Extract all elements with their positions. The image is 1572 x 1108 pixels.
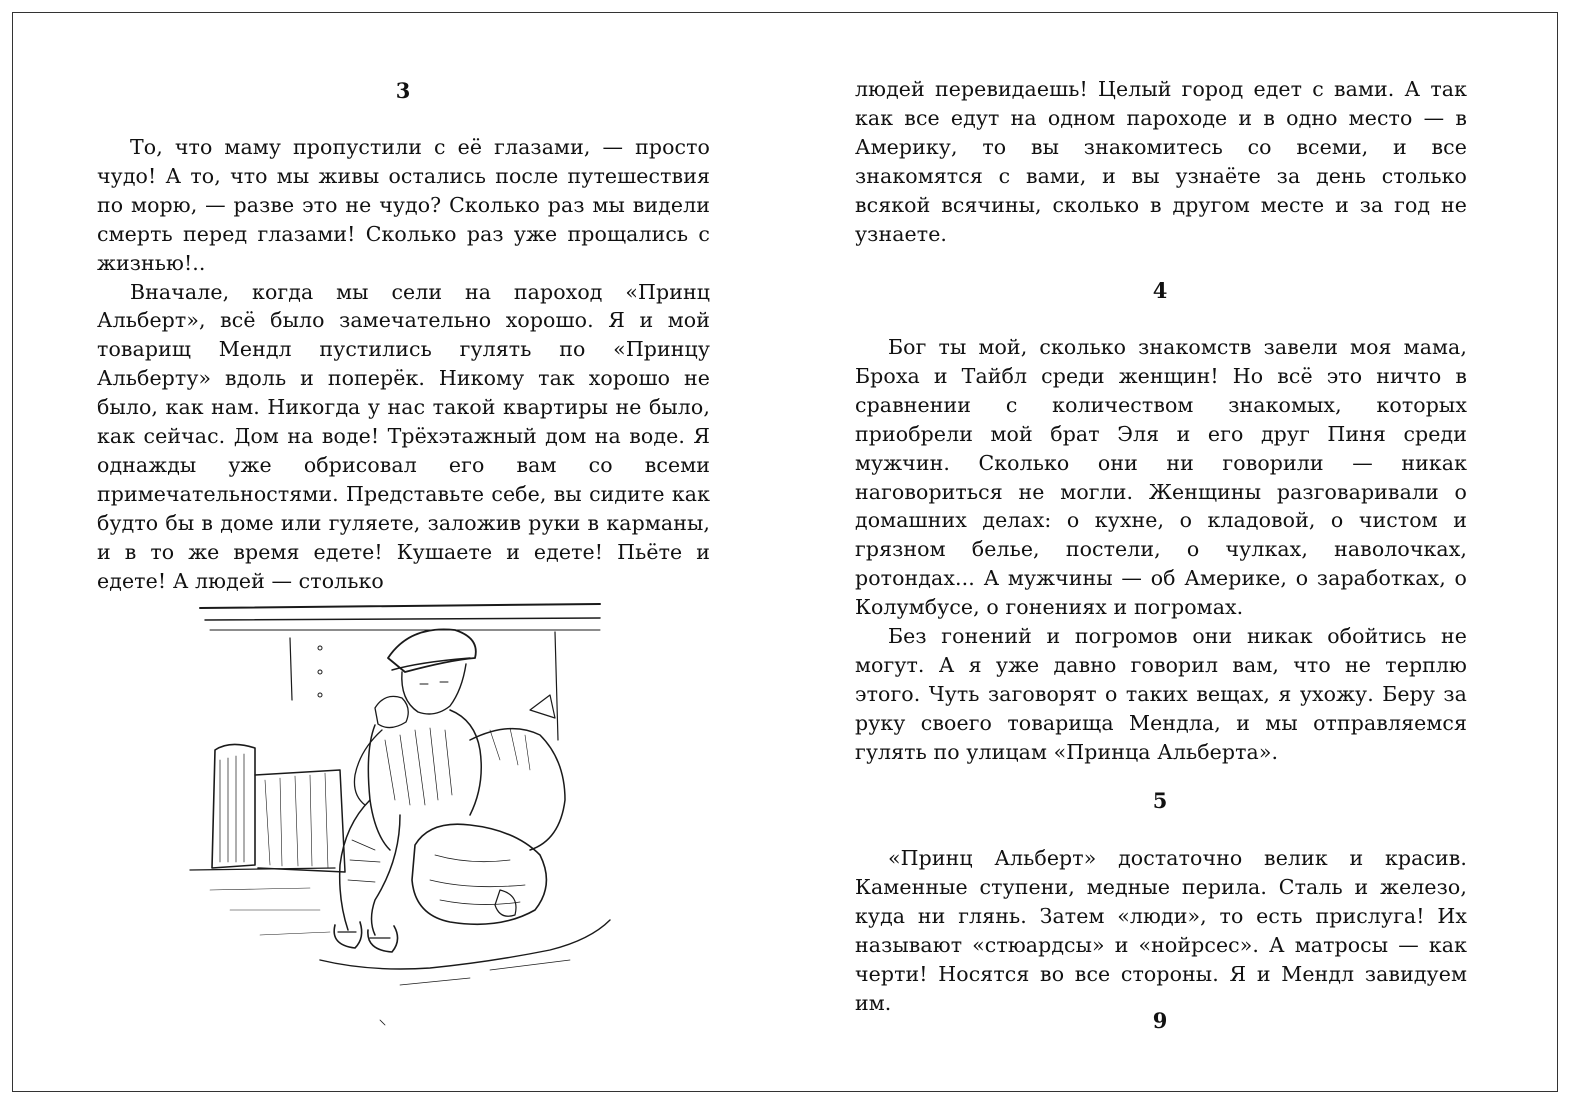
paragraph: Бог ты мой, сколько знакомств завели моя мама, Броха и Тайбл среди женщин! Но всё это ничто в сравнении с количеством знакомых, которых приобрели мой брат Эля и его друг Пиня среди мужчин. Сколько они ни говорили — никак наговориться не могли. Женщины разговаривали о домашних делах: о кухне, о кладовой, о чистом и грязном белье, постели, о чулках, наволочках, ротондах... А мужчины — об Америке, о заработках, о Колумбусе, о гонениях и погромах. [855,335,1467,620]
chapter-number-5: 5 [1152,788,1168,813]
paragraph-continuation: людей перевидаешь! Целый город едет с вами. А так как все едут на одном пароходе и в одно место — в Америку, то вы знакомитесь со всеми, и все знакомятся с вами, и вы узнаёте за день столько всякой всячины, сколько в другом месте и за год не узнаете. [855,77,1467,246]
paragraph: Без гонений и погромов они никак обойтись не могут. А я уже давно говорил вам, что не терплю этого. Чуть заговорят о таких вещах, я ухожу. Беру за руку своего товарища Мендла, и мы отправляемся гулять по улицам «Принца Альберта». [855,624,1467,764]
right-page-chapter4-text [855,333,1467,767]
paragraph: Вначале, когда мы сели на пароход «Принц Альберт», всё было замечательно хорошо. Я и мой товарищ Мендл пустились гулять по «Принцу Альберту» вдоль и поперёк. Никому так хорошо не было, как нам. Никогда у нас такой квартиры не было, как сейчас. Дом на воде! Трёхэтажный дом на воде. Я однажды уже обрисовал его вам со всеми примечательностями. Представьте себе, вы сидите как будто бы в доме или гуляете, заложив руки в карманы, и в то же время едете! Кушаете и едете! Пьёте и едете! А людей — столько [97,279,710,593]
left-page-text [97,133,710,596]
chapter-number-4: 4 [1152,278,1168,303]
paragraph: То, что маму пропустили с её глазами, — просто чудо! А то, что мы живы остались после путешествия по морю, — разве это не чудо? Сколько раз мы видели смерть перед глазами! Сколько раз уже прощались с жизнью!.. [97,135,710,275]
right-page-chapter5-text [855,844,1467,1017]
chapter-number-3: 3 [395,78,411,103]
paragraph: «Принц Альберт» достаточно велик и красив. Каменные ступени, медные перила. Сталь и железо, куда ни глянь. Затем «люди», то есть прислуга! Их называют «стюардсы» и «нойрсес». А матросы — как черти! Носятся во все стороны. Я и Мендл завидуем им. [855,846,1467,1015]
boy-sitting-illustration [170,600,620,1030]
right-page-text-top [855,75,1467,248]
page-number: 9 [1152,1008,1168,1033]
